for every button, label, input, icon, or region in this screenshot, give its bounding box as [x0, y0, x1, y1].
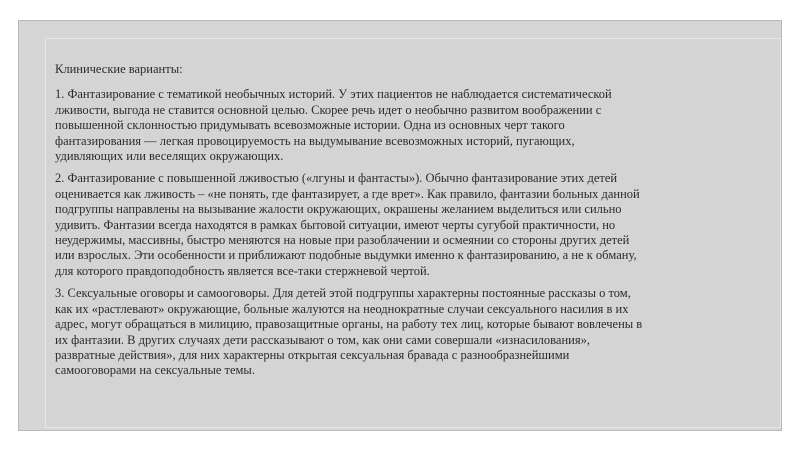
paragraph-2: [55, 171, 771, 279]
paragraph-line: 1. Фантазирование с тематикой необычных историй. У этих пациентов не наблюдается систематической: [55, 87, 612, 102]
paragraph-line: для которого правдоподобность является все-таки стержневой чертой.: [55, 263, 430, 278]
slide-frame: [18, 20, 782, 431]
paragraph-line: удивляющих или веселящих окружающих.: [55, 149, 284, 164]
paragraph-line: как их «растлевают» окружающие, больные жалуются на неоднократные случаи сексуального насилия в их: [55, 301, 629, 316]
slide-heading: Клинические варианты:: [55, 62, 183, 76]
paragraph-line: удивить. Фантазии всегда находятся в рамках бытовой ситуации, имеют черты сугубой практичности, но: [55, 217, 616, 232]
paragraph-line: самооговорами на сексуальные темы.: [55, 363, 255, 378]
paragraph-1: [55, 87, 771, 164]
paragraph-line: или взрослых. Эти особенности и приближают подобные выдумки именно к фантазированию, а не к обману,: [55, 248, 637, 263]
paragraph-line: 2. Фантазирование с повышенной лживостью («лгуны и фантасты»). Обычно фантазирование этих детей: [55, 171, 618, 186]
paragraph-line: повышенной склонностью придумывать всевозможные истории. Одна из основных черт такого: [55, 118, 565, 133]
paragraph-line: 3. Сексуальные оговоры и самооговоры. Для детей этой подгруппы характерны постоянные рассказы о том,: [55, 286, 631, 301]
paragraph-line: лживости, выгода не ставится основной целью. Скорее речь идет о необычно развитом воображении с: [55, 102, 602, 117]
slide-content-area: [45, 38, 781, 428]
paragraph-3: [55, 286, 771, 378]
paragraph-line: развратные действия», для них характерны открытая сексуальная бравада с разнообразнейшими: [55, 347, 570, 362]
paragraph-line: фантазирования — легкая провоцируемость на выдумывание всевозможных историй, пугающих,: [55, 133, 575, 148]
paragraph-line: оценивается как лживость – «не понять, где фантазирует, а где врет». Как правило, фантазии больных данной: [55, 186, 640, 201]
paragraph-line: их фантазии. В других случаях дети рассказывают о том, как они сами совершали «изнасилования»,: [55, 332, 590, 347]
paragraph-line: неудержимы, массивны, быстро меняются на новые при разоблачении и осмеянии со стороны других детей: [55, 233, 630, 248]
paragraph-line: подгруппы направлены на вызывание жалости окружающих, окрашены желанием выделиться или сильно: [55, 202, 622, 217]
slide-text-block: [55, 62, 771, 386]
paragraph-line: адрес, могут обращаться в милицию, правозащитные органы, на работу тех лиц, которые бывают вовлечены в: [55, 317, 643, 332]
